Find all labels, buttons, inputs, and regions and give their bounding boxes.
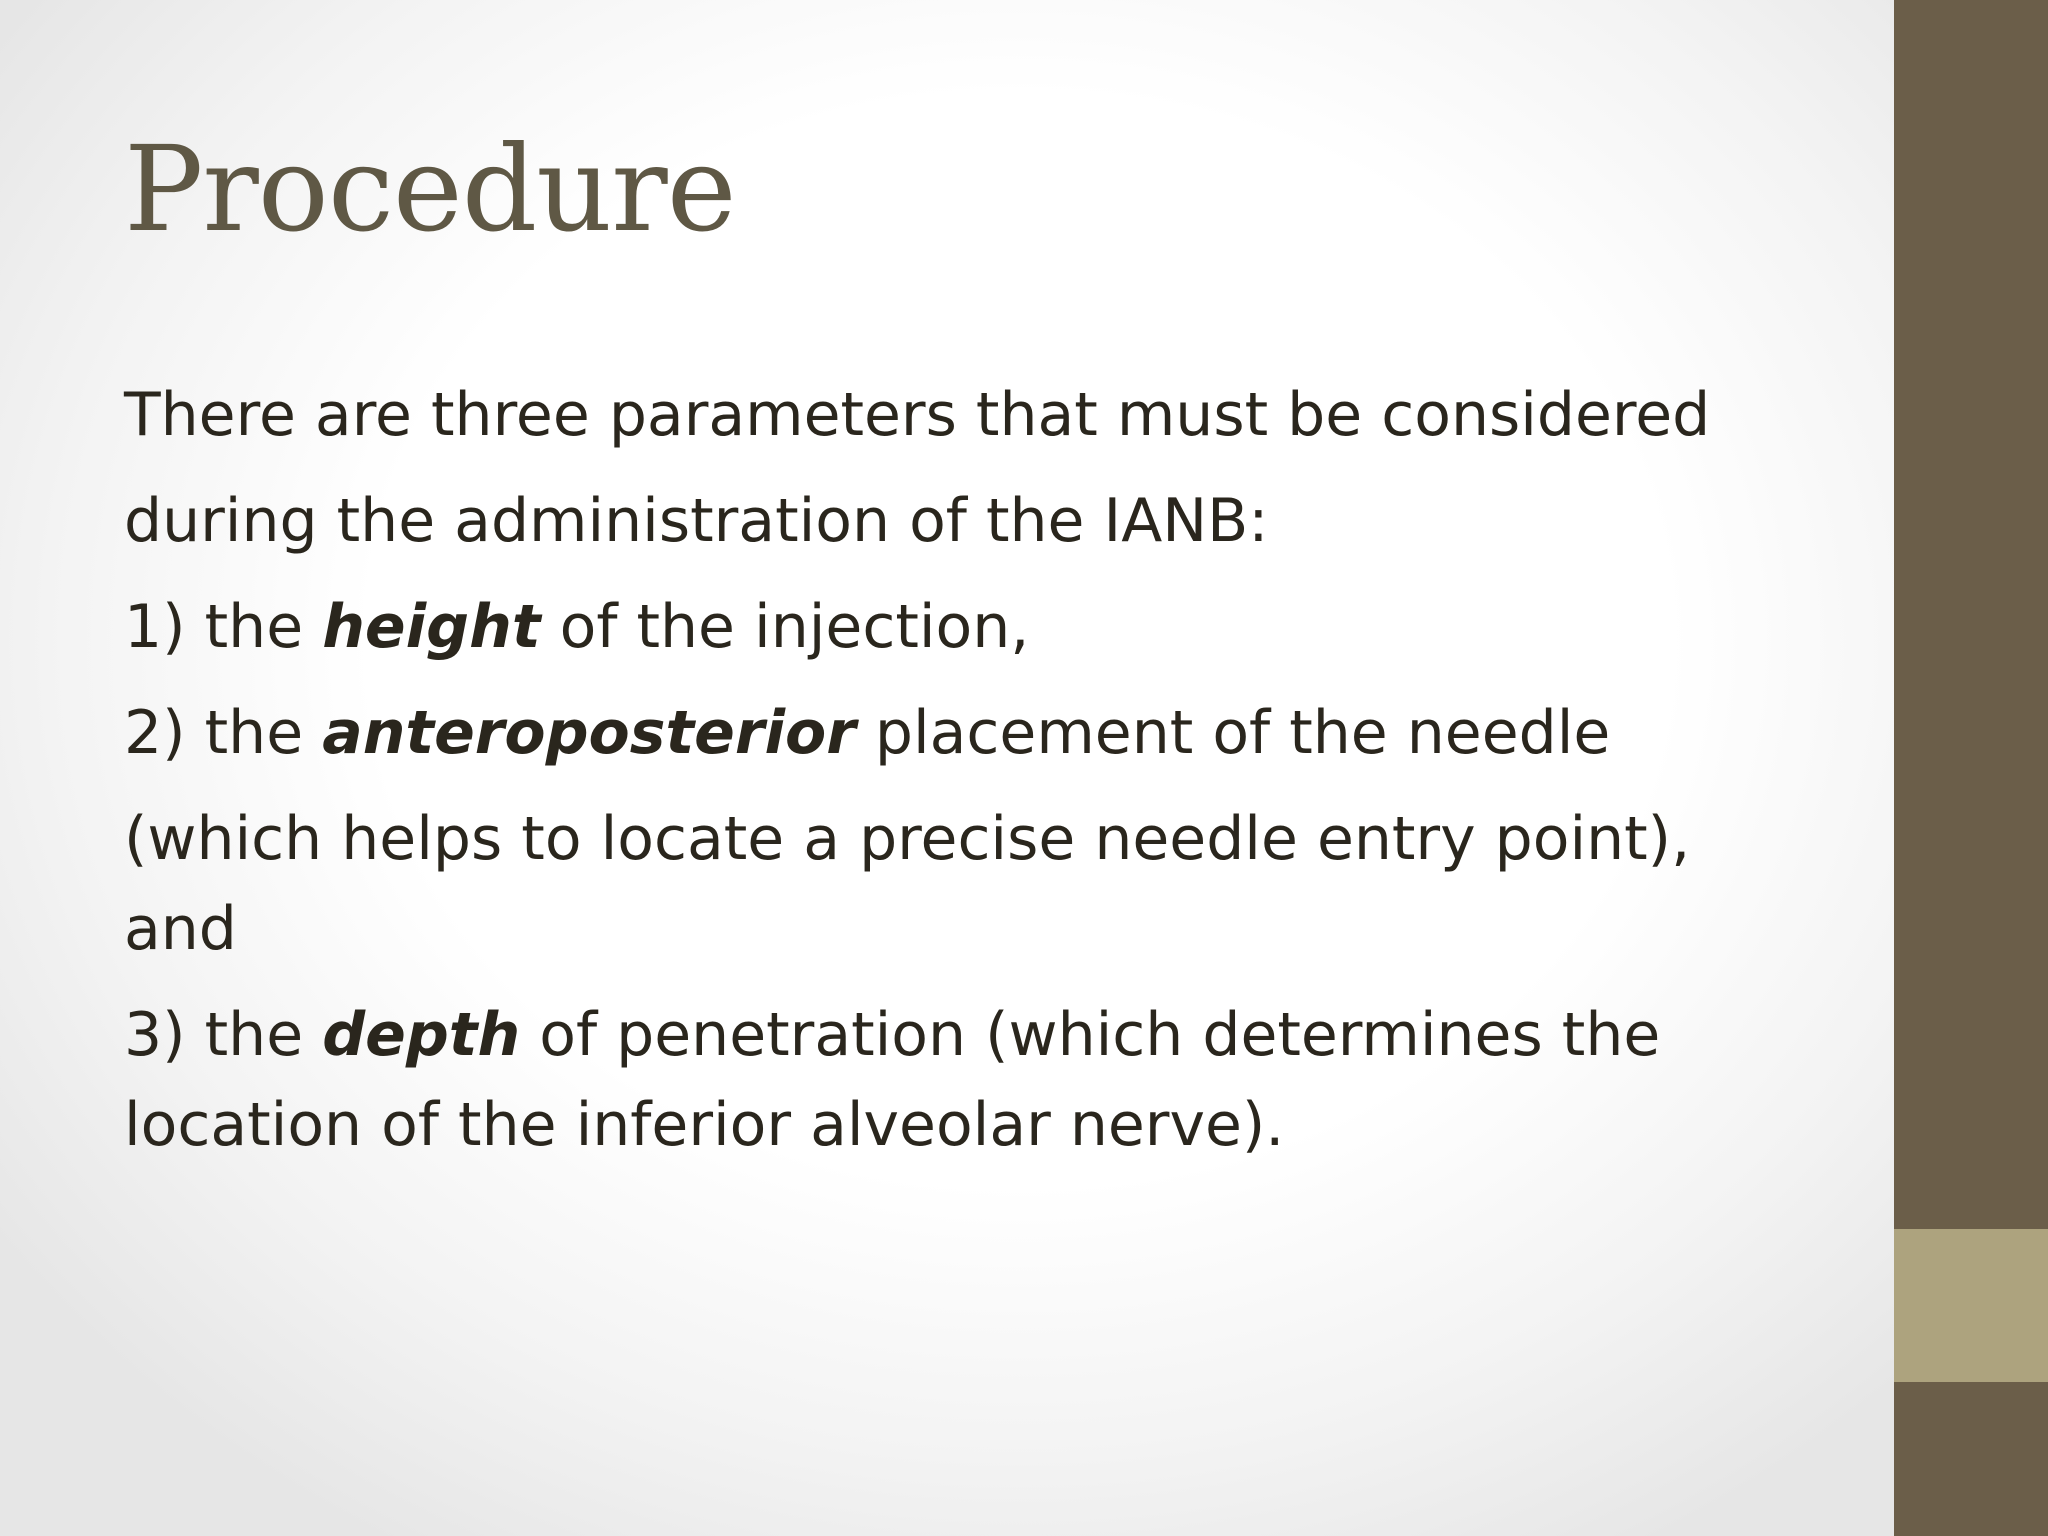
right-sidebar-bar [1894,0,2048,1536]
item-depth [124,990,1774,1170]
item-anteroposterior-emphasis: anteroposterior [322,698,856,768]
item-entry-point-line-1: (which helps to locate a precise needle entry point), [124,804,1691,874]
intro-line-1: There are three parameters that must be considered [124,380,1711,450]
item-depth-prefix: 3) the [124,1000,323,1070]
item-depth-emphasis: depth [322,1000,521,1070]
item-depth-suffix: of penetration (which determines the [520,1000,1661,1070]
item-anteroposterior-suffix: placement of the needle [855,698,1611,768]
intro-line-2: during the administration of the IANB: [124,486,1269,556]
slide-body [124,370,1774,1186]
right-sidebar-accent [1894,1229,2048,1382]
item-entry-point-line-2: and [124,894,237,964]
item-anteroposterior-prefix: 2) the [124,698,323,768]
item-depth-line-2: location of the inferior alveolar nerve). [124,1090,1285,1160]
item-height [124,582,1774,672]
item-height-suffix: of the injection, [540,592,1030,662]
item-entry-point [124,794,1774,974]
item-height-emphasis: height [322,592,541,662]
item-height-prefix: 1) the [124,592,323,662]
item-anteroposterior [124,688,1774,778]
slide-title: Procedure [124,120,736,258]
